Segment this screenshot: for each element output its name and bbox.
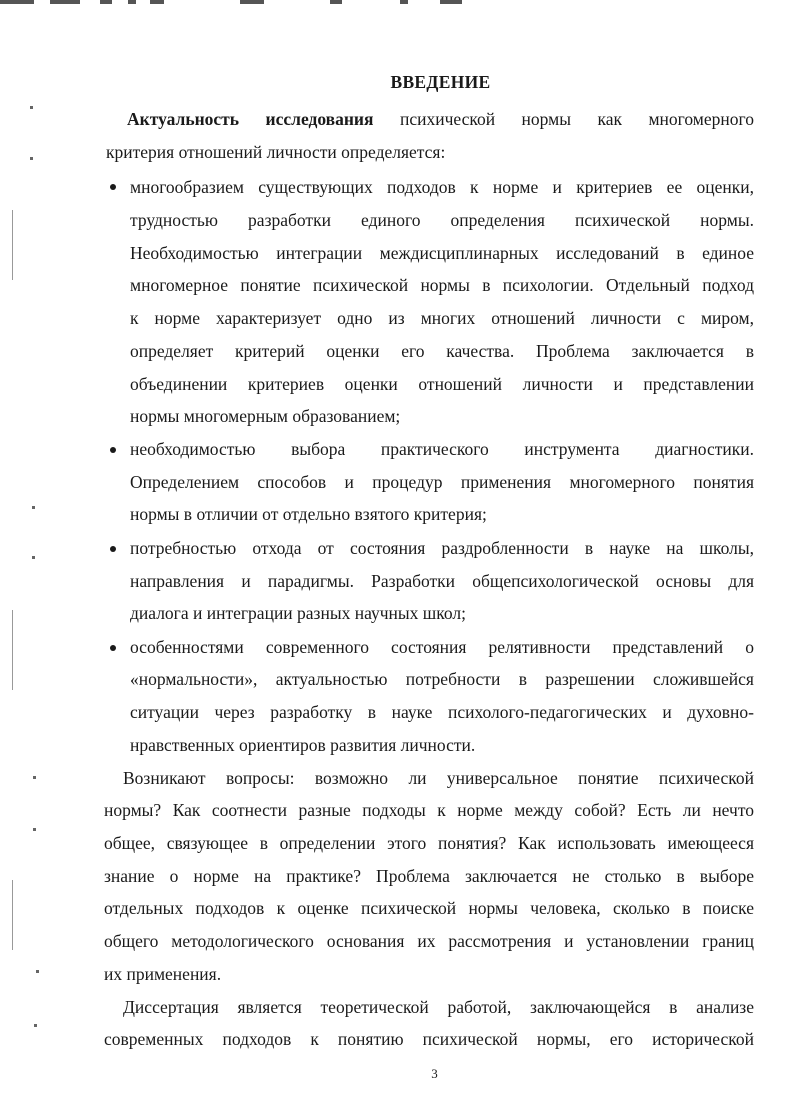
paragraph-2-line: общее, связующее в определении этого понятия? Как использовать имеющееся <box>104 833 754 853</box>
bullet-4-line: «нормальности», актуальностью потребности в разрешении сложившейся <box>130 669 754 689</box>
bullet-4-line: нравственных ориентиров развития личности. <box>130 735 476 755</box>
bullet-2-line: необходимостью выбора практического инструмента диагностики. <box>130 439 754 459</box>
paragraph-2-line: отдельных подходов к оценке психической нормы человека, сколько в поиске <box>104 898 754 918</box>
bullet-1-line: Необходимостью интеграции междисциплинарных исследований в единое <box>130 243 754 263</box>
bullet-4-line: особенностями современного состояния релятивности представлений о <box>130 637 754 657</box>
bullet-icon <box>110 645 116 651</box>
scan-mark <box>36 970 39 973</box>
bullet-1-line: объединении критериев оценки отношений личности и представлении <box>130 374 754 394</box>
scan-mark <box>33 828 36 831</box>
bullet-1-line: многообразием существующих подходов к норме и критериев ее оценки, <box>130 177 754 197</box>
paragraph-3-line: современных подходов к понятию психической нормы, его исторической <box>104 1029 754 1049</box>
page-number: 3 <box>431 1066 438 1081</box>
bullet-1-line: нормы многомерным образованием; <box>130 406 401 426</box>
bullet-3-line: направления и парадигмы. Разработки общепсихологической основы для <box>130 571 754 591</box>
scan-mark <box>32 506 35 509</box>
scan-artifact-top <box>0 0 793 8</box>
scan-mark <box>30 106 33 109</box>
intro-line-2: критерия отношений личности определяется: <box>106 142 446 162</box>
intro-bold-lead: Актуальность исследования <box>127 109 374 129</box>
bullet-1-line: определяет критерий оценки его качества. Проблема заключается в <box>130 341 754 361</box>
bullet-icon <box>110 546 116 552</box>
bullet-icon <box>110 184 116 190</box>
scan-mark <box>12 880 13 950</box>
bullet-4-line: ситуации через разработку в науке психолого-педагогических и духовно- <box>130 702 754 722</box>
paragraph-2-line: общего методологического основания их рассмотрения и установлении границ <box>104 931 754 951</box>
intro-line-1-rest: психической нормы как многомерного <box>399 109 754 129</box>
paragraph-2-line: нормы? Как соотнести разные подходы к норме между собой? Есть ли нечто <box>104 800 754 820</box>
scan-mark <box>12 610 13 690</box>
paragraph-2-line: Возникают вопросы: возможно ли универсальное понятие психической <box>123 768 754 788</box>
bullet-1-line: трудностью разработки единого определения психической нормы. <box>130 210 754 230</box>
bullet-2-line: нормы в отличии от отдельно взятого критерия; <box>130 504 487 524</box>
scan-mark <box>33 776 36 779</box>
bullet-2-line: Определением способов и процедур применения многомерного понятия <box>130 472 754 492</box>
paragraph-3-line: Диссертация является теоретической работой, заключающейся в анализе <box>123 997 754 1017</box>
scan-mark <box>34 1024 37 1027</box>
paragraph-2-line: их применения. <box>104 964 222 984</box>
bullet-icon <box>110 447 116 453</box>
bullet-1-line: к норме характеризует одно из многих отношений личности с миром, <box>130 308 754 328</box>
scan-mark <box>12 210 13 280</box>
paragraph-2-line: знание о норме на практике? Проблема заключается не столько в выборе <box>104 866 754 886</box>
section-title: ВВЕДЕНИЕ <box>390 72 491 92</box>
intro-line-1 <box>127 108 754 130</box>
scan-mark <box>30 157 33 160</box>
bullet-1-line: многомерное понятие психической нормы в психологии. Отдельный подход <box>130 275 754 295</box>
scan-mark <box>32 556 35 559</box>
bullet-3-line: потребностью отхода от состояния раздробленности в науке на школы, <box>130 538 754 558</box>
bullet-3-line: диалога и интеграции разных научных школ; <box>130 603 466 623</box>
